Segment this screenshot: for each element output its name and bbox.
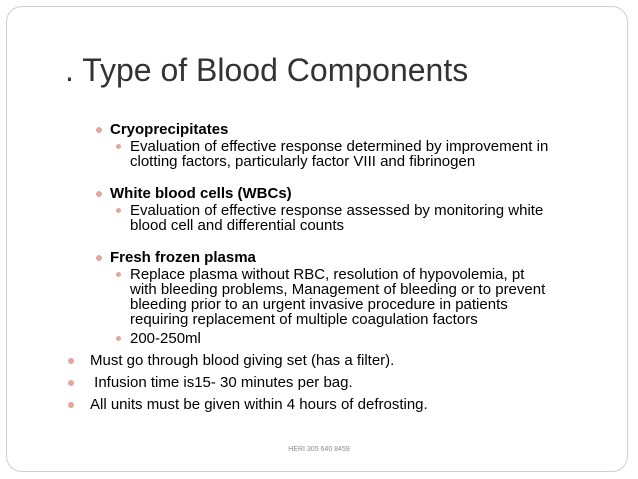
sub-bullet-line: Replace plasma without RBC, resolution of hypovolemia, pt	[130, 266, 525, 283]
sub-bullet-dot-icon	[116, 208, 121, 213]
bullet-heading: Cryoprecipitates	[110, 121, 229, 138]
sub-bullet-line: 200-250ml	[130, 330, 201, 347]
sub-bullet-line: blood cell and differential counts	[130, 217, 345, 234]
bullet-heading: Fresh frozen plasma	[110, 249, 256, 266]
slide-footer: HERI 305 640 8459	[288, 446, 350, 453]
bullet-dot-icon	[96, 191, 102, 197]
sub-bullet-line: clotting factors, particularly factor VIII and fibrinogen	[130, 153, 476, 170]
sub-bullet-dot-icon	[116, 272, 121, 277]
bullet-defrosting	[90, 396, 428, 413]
bullet-fresh-frozen-plasma	[110, 249, 256, 266]
sub-bullet-wbcs	[130, 203, 543, 233]
bullet-dot-icon	[68, 402, 74, 408]
sub-bullet-line: with bleeding problems, Management of bleeding or to prevent	[130, 281, 546, 298]
bullet-dot-icon	[68, 380, 74, 386]
sub-bullet-dot-icon	[116, 336, 121, 341]
bullet-dot-icon	[96, 255, 102, 261]
sub-bullet-line: requiring replacement of multiple coagulation factors	[130, 311, 478, 328]
bullet-heading: White blood cells (WBCs)	[110, 185, 292, 202]
bullet-wbcs	[110, 185, 292, 202]
bullet-text: Infusion time is15- 30 minutes per bag.	[90, 374, 353, 391]
sub-bullet-dot-icon	[116, 144, 121, 149]
bullet-dot-icon	[68, 358, 74, 364]
sub-bullet-cryo	[130, 139, 548, 169]
bullet-blood-giving-set	[90, 352, 394, 369]
bullet-text: Must go through blood giving set (has a filter).	[90, 352, 395, 369]
bullet-infusion-time	[90, 374, 353, 391]
sub-bullet-line: bleeding prior to an urgent invasive procedure in patients	[130, 296, 508, 313]
sub-bullet-ffp-volume	[130, 331, 201, 346]
sub-bullet-ffp-replace	[130, 267, 545, 327]
bullet-text: All units must be given within 4 hours of defrosting.	[90, 396, 428, 413]
sub-bullet-line: Evaluation of effective response assessed by monitoring white	[130, 202, 544, 219]
bullet-cryoprecipitates	[110, 121, 228, 138]
bullet-dot-icon	[96, 127, 102, 133]
slide-title: . Type of Blood Components	[65, 52, 469, 88]
sub-bullet-line: Evaluation of effective response determined by improvement in	[130, 138, 549, 155]
